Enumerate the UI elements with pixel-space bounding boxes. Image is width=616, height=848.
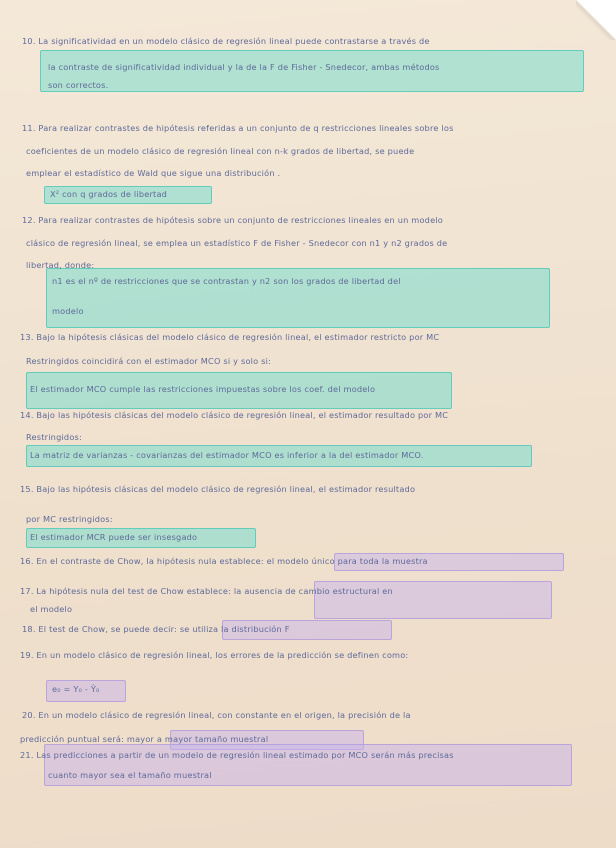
item-21-line: cuanto mayor sea el tamaño muestral xyxy=(48,770,212,780)
item-14-line: Restringidos: xyxy=(26,432,82,442)
item-15-line: 15. Bajo las hipótesis clásicas del modelo clásico de regresión lineal, el estimador resultado xyxy=(20,484,416,494)
item-10-line: 10. La significatividad en un modelo clásico de regresión lineal puede contrastarse a través de xyxy=(22,36,430,46)
item-17-line: el modelo xyxy=(30,604,73,614)
item-11-line: emplear el estadístico de Wald que sigue una distribución . xyxy=(26,168,281,178)
item-12-line: 12. Para realizar contrastes de hipótesis sobre un conjunto de restricciones lineales en un modelo xyxy=(22,215,444,225)
item-13-line: 13. Bajo la hipótesis clásicas del modelo clásico de regresión lineal, el estimador restricto por MC xyxy=(20,332,440,342)
item-21-line: 21. Las predicciones a partir de un modelo de regresión lineal estimado por MCO serán más precisas xyxy=(20,750,454,760)
item-13-line: El estimador MCO cumple las restricciones impuestas sobre los coef. del modelo xyxy=(30,384,376,394)
item-13-line: Restringidos coincidirá con el estimador MCO si y solo si: xyxy=(26,356,272,366)
item-12-line: clásico de regresión lineal, se emplea un estadístico F de Fisher - Snedecor con n1 y n2 grados de xyxy=(26,238,448,248)
item-18-line: 18. El test de Chow, se puede decir: se utiliza la distribución F xyxy=(22,624,290,634)
item-20-line: 20. En un modelo clásico de regresión lineal, con constante en el origen, la precisión de la xyxy=(22,710,411,720)
item-15-line: por MC restringidos: xyxy=(26,514,113,524)
item-11-line: X² con q grados de libertad xyxy=(50,189,168,199)
item-19-line: e₀ = Y₀ - Ŷ₀ xyxy=(52,684,100,694)
item-11-line: 11. Para realizar contrastes de hipótesis referidas a un conjunto de q restricciones lineales sobre los xyxy=(22,123,454,133)
item-14-line: La matriz de varianzas - covarianzas del estimador MCO es inferior a la del estimador MCO. xyxy=(30,450,424,460)
item-12-line: n1 es el nº de restricciones que se contrastan y n2 son los grados de libertad del xyxy=(52,276,401,286)
item-20-line: predicción puntual será: mayor a mayor tamaño muestral xyxy=(20,734,269,744)
item-12-line: modelo xyxy=(52,306,84,316)
item-15-line: El estimador MCR puede ser insesgado xyxy=(30,532,198,542)
item-19-line: 19. En un modelo clásico de regresión lineal, los errores de la predicción se definen como: xyxy=(20,650,409,660)
item-10-line: son correctos. xyxy=(48,80,109,90)
item-14-line: 14. Bajo las hipótesis clásicas del modelo clásico de regresión lineal, el estimador resultado por MC xyxy=(20,410,449,420)
item-11-line: coeficientes de un modelo clásico de regresión lineal con n-k grados de libertad, se puede xyxy=(26,146,415,156)
item-16-line: 16. En el contraste de Chow, la hipótesis nula establece: el modelo único para toda la muestra xyxy=(20,556,428,566)
item-12-line: libertad, donde: xyxy=(26,260,95,270)
item-10-line: la contraste de significatividad individual y la de la F de Fisher - Snedecor, ambas métodos xyxy=(48,62,440,72)
item-17-line: 17. La hipótesis nula del test de Chow establece: la ausencia de cambio estructural en xyxy=(20,586,393,596)
